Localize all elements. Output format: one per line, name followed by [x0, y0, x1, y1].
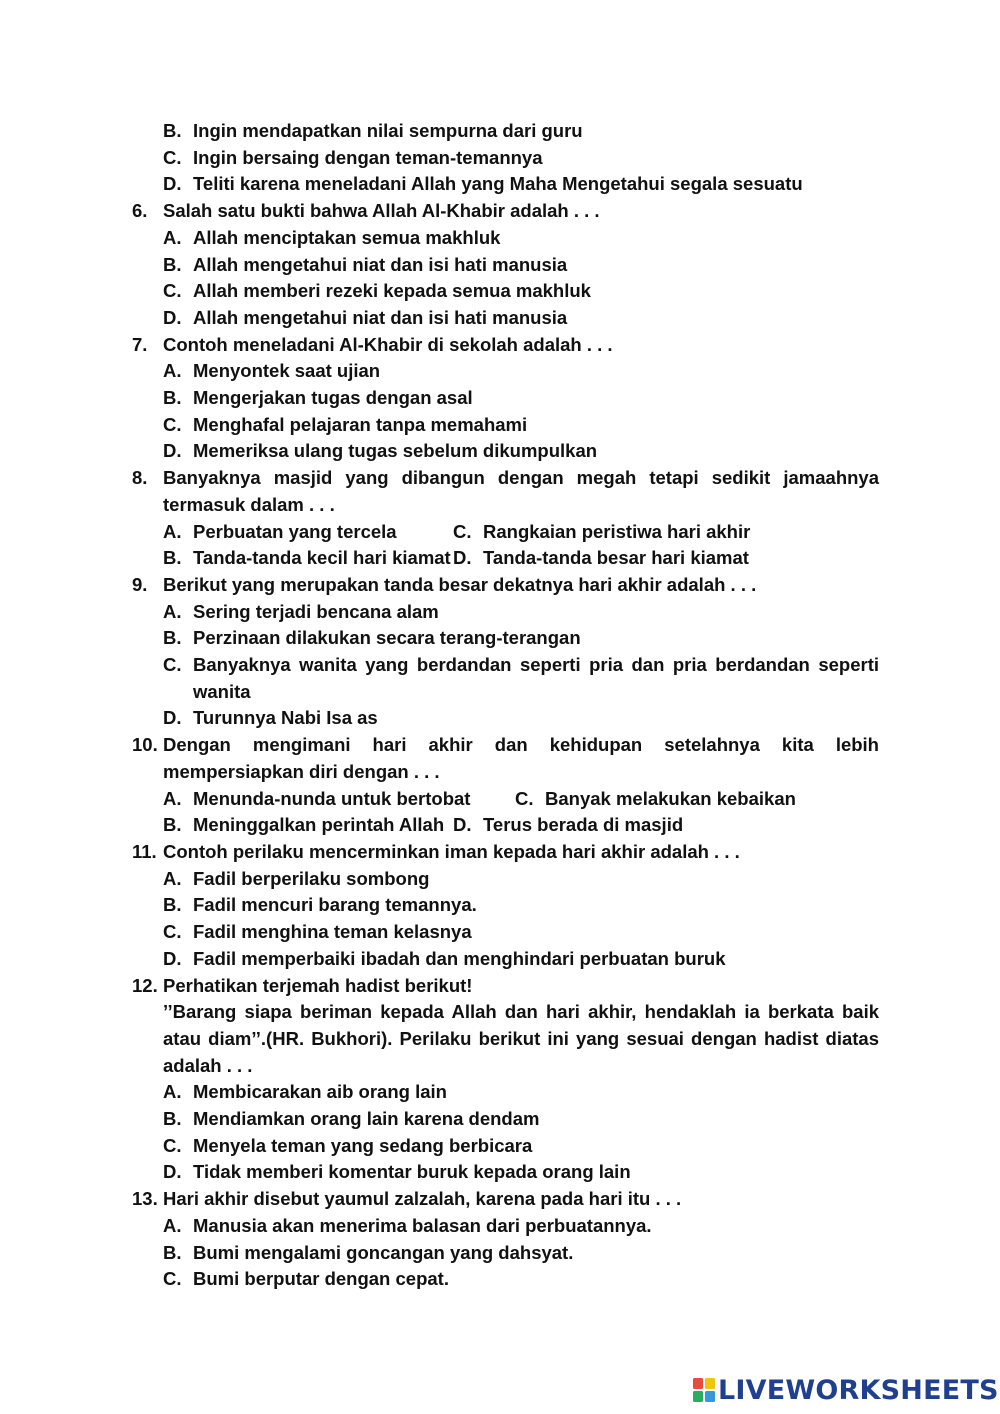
option-item: B. Tanda-tanda kecil hari kiamat: [163, 547, 451, 569]
question-number: 9.: [132, 573, 148, 595]
question-6: [132, 198, 879, 225]
question-number: 12.: [132, 974, 158, 996]
option-item: C. Bumi berputar dengan cepat.: [163, 1268, 449, 1290]
hadith-quote: ’’Barang siapa beriman kepada Allah dan hari akhir, hendaklah ia berkata baik atau diam’’.(HR. Bukhori). Perilaku berikut ini yang sesuai dengan hadist diatas adalah . . .: [163, 1001, 879, 1076]
option-item: D. Tidak memberi komentar buruk kepada orang lain: [163, 1161, 631, 1183]
question-text: Contoh perilaku mencerminkan iman kepada hari akhir adalah . . .: [163, 840, 740, 862]
question-8: [132, 465, 879, 518]
option-item: D. Teliti karena meneladani Allah yang Maha Mengetahui segala sesuatu: [163, 173, 803, 195]
question-list: [132, 118, 879, 1293]
option-item: D. Fadil memperbaiki ibadah dan menghindari perbuatan buruk: [163, 947, 726, 969]
option-item: B. Bumi mengalami goncangan yang dahsyat.: [163, 1241, 574, 1263]
option-item: B. Ingin mendapatkan nilai sempurna dari guru: [163, 120, 583, 141]
liveworksheets-brand: [692, 1374, 999, 1406]
liveworksheets-logo-icon: [692, 1376, 716, 1404]
brand-name: LIVEWORKSHEETS: [718, 1374, 999, 1406]
option-item: A. Sering terjadi bencana alam: [163, 600, 439, 622]
question-11: [132, 839, 879, 866]
question-number: 7.: [132, 333, 148, 355]
option-item: B. Meninggalkan perintah Allah: [163, 814, 445, 836]
option-item: A. Perbuatan yang tercela: [163, 520, 397, 542]
option-item: B. Perzinaan dilakukan secara terang-terangan: [163, 627, 581, 649]
question-10: [132, 732, 879, 785]
option-item: D. Terus berada di masjid: [453, 814, 684, 836]
question-text: Hari akhir disebut yaumul zalzalah, karena pada hari itu . . .: [163, 1188, 682, 1210]
question-number: 13.: [132, 1188, 158, 1210]
option-row: [163, 545, 879, 572]
question-13: [132, 1186, 879, 1213]
option-item: A. Membicarakan aib orang lain: [163, 1081, 447, 1103]
option-item: C. Fadil menghina teman kelasnya: [163, 921, 472, 943]
question-text: Contoh meneladani Al-Khabir di sekolah adalah . . .: [163, 333, 613, 355]
question-text: Salah satu bukti bahwa Allah Al-Khabir adalah . . .: [163, 200, 600, 222]
question-number: 6.: [132, 200, 148, 222]
option-item: B. Allah mengetahui niat dan isi hati manusia: [163, 253, 568, 275]
question-number: 8.: [132, 467, 148, 489]
option-item: A. Manusia akan menerima balasan dari perbuatannya.: [163, 1214, 652, 1236]
question-9: [132, 572, 879, 599]
question-text: Perhatikan terjemah hadist berikut!: [163, 974, 473, 996]
option-item: D. Memeriksa ulang tugas sebelum dikumpulkan: [163, 440, 598, 462]
option-item: B. Fadil mencuri barang temannya.: [163, 894, 477, 916]
option-row: [163, 812, 879, 839]
question-number: 10.: [132, 734, 158, 756]
question-text: Banyaknya masjid yang dibangun dengan megah tetapi sedikit jamaahnya termasuk dalam . . .: [163, 467, 879, 515]
option-item: A. Menyontek saat ujian: [163, 360, 381, 382]
option-item: B. Mendiamkan orang lain karena dendam: [163, 1108, 540, 1130]
option-item: C. Menyela teman yang sedang berbicara: [163, 1134, 533, 1156]
option-item: C. Ingin bersaing dengan teman-temannya: [163, 146, 543, 168]
option-item: A. Menunda-nunda untuk bertobat: [163, 787, 471, 809]
option-item: C. Banyak melakukan kebaikan: [515, 787, 796, 809]
question-7: [132, 332, 879, 359]
option-item: A. Allah menciptakan semua makhluk: [163, 226, 501, 248]
option-item: A. Fadil berperilaku sombong: [163, 867, 430, 889]
option-item: C. Allah memberi rezeki kepada semua makhluk: [163, 280, 591, 302]
option-item: C. Banyaknya wanita yang berdandan seperti pria dan pria berdandan seperti wanita: [163, 654, 879, 702]
question-12: [132, 973, 879, 1000]
option-item: D. Turunnya Nabi Isa as: [163, 707, 378, 729]
question-number: 11.: [132, 840, 157, 862]
option-item: D. Allah mengetahui niat dan isi hati manusia: [163, 306, 568, 328]
option-item: B. Mengerjakan tugas dengan asal: [163, 387, 473, 409]
question-text: Berikut yang merupakan tanda besar dekatnya hari akhir adalah . . .: [163, 573, 757, 595]
option-item: C. Menghafal pelajaran tanpa memahami: [163, 413, 528, 435]
option-item: C. Rangkaian peristiwa hari akhir: [453, 520, 751, 542]
option-row: [163, 519, 879, 546]
option-item: D. Tanda-tanda besar hari kiamat: [453, 547, 749, 569]
question-text: Dengan mengimani hari akhir dan kehidupan setelahnya kita lebih mempersiapkan diri dengan . . .: [163, 734, 879, 782]
option-row: [163, 786, 879, 813]
